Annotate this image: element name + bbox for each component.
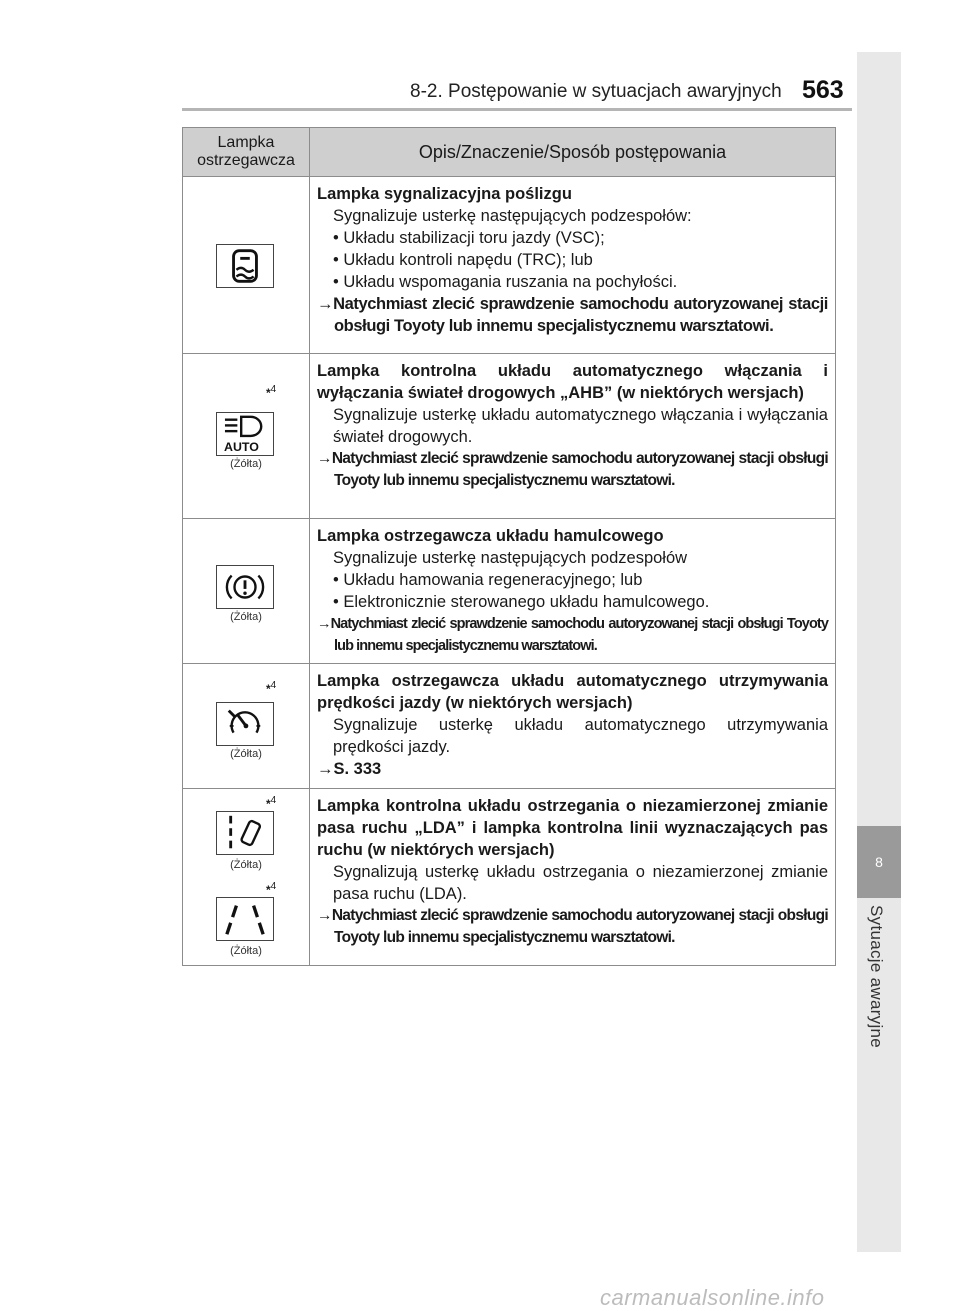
lane-departure-icon [216, 811, 274, 855]
color-label: (Żółta) [230, 748, 262, 760]
row-bullet: • Elektronicznie sterowanego układu hamulcowego. [333, 593, 710, 611]
header-col-description: Opis/Znaczenie/Sposób postępowania [418, 141, 727, 162]
row-title: Lampka kontrolna układu ostrzegania o niezamierzonej zmianie pasa ruchu „LDA” i lampka kontrolna linii wyznaczających pas ruchu (w niektórych wersjach) [317, 797, 828, 859]
table-row [183, 664, 835, 789]
arrow-icon: → [317, 760, 334, 778]
row-desc: Sygnalizuje usterkę układu automatycznego utrzymywania prędkości jazdy. [333, 716, 828, 756]
row-bullet: • Układu kontroli napędu (TRC); lub [333, 251, 593, 269]
row-action: →Natychmiast zlecić sprawdzenie samochodu autoryzowanej stacji obsługi Toyoty lub innemu specjalistycznemu warsztatowi. [317, 616, 828, 654]
row-bullet: • Układu hamowania regeneracyjnego; lub [333, 571, 643, 589]
row-title: Lampka sygnalizacyjna poślizgu [317, 185, 572, 203]
auto-high-beam-icon [216, 412, 274, 456]
row-bullet: • Układu wspomagania ruszania na pochyłości. [333, 273, 678, 291]
footnote-marker: *$^4$ [266, 680, 277, 696]
arrow-icon: → [317, 616, 331, 632]
section-title: 8-2. Postępowanie w sytuacjach awaryjnych [410, 81, 782, 102]
header-rule [182, 108, 852, 111]
color-label: (Żółta) [230, 859, 262, 871]
table-row [183, 354, 835, 519]
arrow-icon: → [317, 907, 332, 924]
row-desc: Sygnalizuje usterkę następujących podzespołów: [333, 207, 692, 225]
color-label: (Żółta) [230, 611, 262, 623]
row-title: Lampka ostrzegawcza układu automatycznego utrzymywania prędkości jazdy (w niektórych wersjach) [317, 672, 828, 712]
arrow-icon: → [317, 295, 334, 313]
lane-lines-icon [216, 897, 274, 941]
footnote-marker: *$^4$ [266, 384, 277, 400]
row-bullet: • Układu stabilizacji toru jazdy (VSC); [333, 229, 605, 247]
watermark: carmanualsonline.info [600, 1285, 825, 1310]
table-row [183, 789, 835, 965]
slip-indicator-icon [216, 244, 274, 288]
brake-warning-icon [216, 565, 274, 609]
color-label: (Żółta) [230, 458, 262, 470]
header-col-light: Lampka ostrzegawcza [183, 128, 310, 176]
warning-lights-table [182, 127, 836, 966]
side-tab [857, 52, 901, 1252]
row-action: →Natychmiast zlecić sprawdzenie samochodu autoryzowanej stacji obsługi Toyoty lub innemu specjalistycznemu warsztatowi. [317, 907, 828, 946]
row-action: →Natychmiast zlecić sprawdzenie samochodu autoryzowanej stacji obsługi Toyoty lub innemu specjalistycznemu warsztatowi. [317, 295, 828, 335]
row-action: →Natychmiast zlecić sprawdzenie samochodu autoryzowanej stacji obsługi Toyoty lub innemu specjalistycznemu warsztatowi. [317, 450, 828, 489]
table-row [183, 177, 835, 354]
footnote-marker: *$^4$ [266, 881, 277, 897]
row-title: Lampka ostrzegawcza układu hamulcowego [317, 527, 664, 545]
color-label: (Żółta) [230, 945, 262, 957]
row-action: →S. 333 [317, 760, 382, 778]
table-row [183, 519, 835, 664]
svg-text:AUTO: AUTO [224, 440, 259, 455]
row-title: Lampka kontrolna układu automatycznego włączania i wyłączania świateł drogowych „AHB” (w niektórych wersjach) [317, 362, 828, 402]
arrow-icon: → [317, 450, 332, 467]
cruise-control-icon [216, 702, 274, 746]
page-number: 563 [802, 76, 844, 104]
row-desc: Sygnalizują usterkę układu ostrzegania o niezamierzonej zmianie pasa ruchu (LDA). [333, 863, 828, 903]
table-header [183, 128, 835, 177]
row-desc: Sygnalizuje usterkę następujących podzespołów [333, 549, 688, 567]
side-tab-number: 8 [857, 826, 901, 898]
footnote-marker: *$^4$ [266, 795, 277, 811]
side-tab-label: Sytuacje awaryjne [867, 905, 886, 1049]
row-desc: Sygnalizuje usterkę układu automatycznego włączania i wyłączania świateł drogowych. [333, 406, 828, 446]
